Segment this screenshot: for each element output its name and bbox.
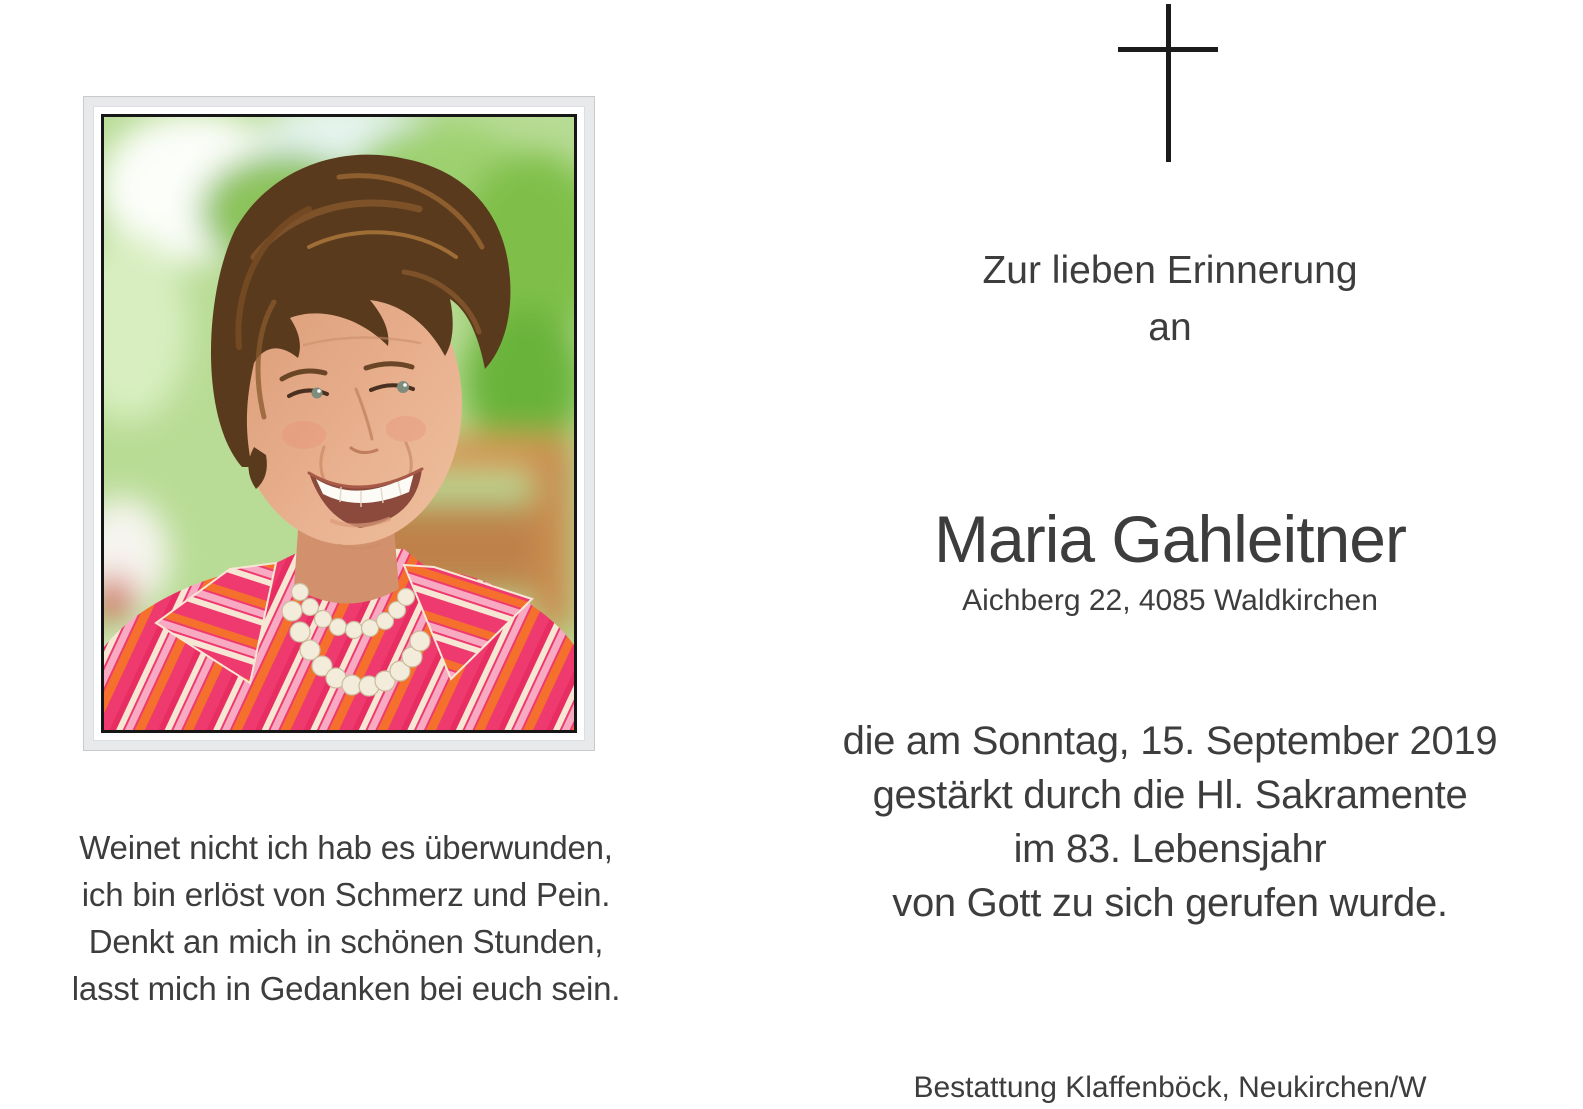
funeral-home-credit: Bestattung Klaffenböck, Neukirchen/W bbox=[913, 1071, 1427, 1104]
photo-frame bbox=[83, 96, 595, 751]
photo-border bbox=[101, 114, 577, 733]
intro-text bbox=[820, 242, 1520, 356]
poem-line: Denkt an mich in schönen Stunden, bbox=[88, 923, 604, 960]
death-announcement-line: von Gott zu sich gerufen wurde. bbox=[892, 881, 1448, 925]
death-announcement-line: gestärkt durch die Hl. Sakramente bbox=[872, 773, 1468, 817]
portrait-photo bbox=[104, 117, 574, 730]
cross-icon bbox=[1118, 4, 1218, 162]
poem-line: ich bin erlöst von Schmerz und Pein. bbox=[81, 876, 611, 913]
death-announcement-line: im 83. Lebensjahr bbox=[1013, 827, 1327, 871]
poem-line: lasst mich in Gedanken bei euch sein. bbox=[71, 970, 621, 1007]
intro-line-1: Zur lieben Erinnerung bbox=[982, 249, 1358, 292]
cross-horizontal-bar bbox=[1118, 47, 1218, 52]
cross-vertical-bar bbox=[1166, 4, 1171, 162]
deceased-name: Maria Gahleitner bbox=[934, 502, 1406, 576]
photo-matte bbox=[93, 106, 585, 741]
poem-line: Weinet nicht ich hab es überwunden, bbox=[79, 829, 613, 866]
death-announcement bbox=[820, 714, 1520, 930]
intro-line-2: an bbox=[1148, 306, 1192, 349]
death-announcement-line: die am Sonntag, 15. September 2019 bbox=[842, 719, 1498, 763]
poem bbox=[40, 824, 652, 1012]
deceased-address: Aichberg 22, 4085 Waldkirchen bbox=[962, 584, 1378, 617]
